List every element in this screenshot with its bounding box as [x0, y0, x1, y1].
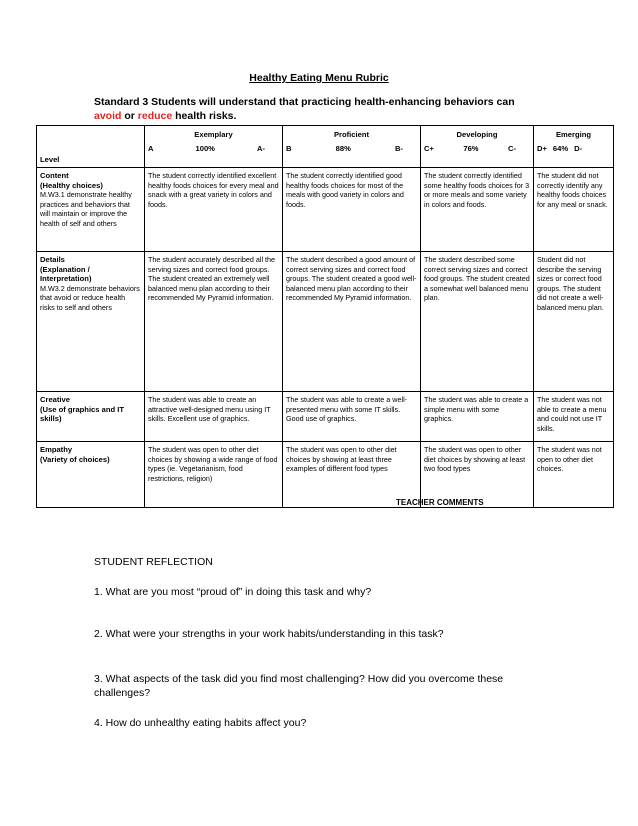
rubric-cell: The student was not open to other diet choices.: [534, 442, 614, 508]
rubric-cell: The student correctly identified some healthy foods choices for 3 or more meals and some variety in colors and foods.: [421, 168, 534, 252]
level-label: Level: [40, 155, 60, 165]
rubric-cell: The student described some correct serving sizes and correct food groups. The student created a somewhat well balanced menu plan.: [421, 252, 534, 392]
header-emerging: [534, 126, 614, 168]
level-header: [37, 126, 145, 168]
level-name: Exemplary: [194, 130, 233, 139]
reflection-title: STUDENT REFLECTION: [94, 556, 213, 568]
reflection-question: 4. How do unhealthy eating habits affect you?: [94, 717, 307, 729]
standard-tail: health risks.: [172, 109, 237, 122]
grade-high: A: [148, 143, 154, 153]
grade-percent: 100%: [195, 143, 215, 153]
grade-range: [537, 144, 610, 154]
rubric-cell: The student accurately described all the serving sizes and correct food groups. The student created an extremely well balanced menu plan according to their recommended My Pyramid information.: [145, 252, 283, 392]
grade-low: B-: [394, 143, 403, 153]
avoid-word: avoid: [94, 109, 122, 122]
grade-low: C-: [507, 143, 516, 153]
grade-range: [148, 144, 279, 154]
grade-high: D+: [537, 143, 547, 153]
criterion-name: Creative: [40, 395, 70, 404]
criterion-name: Content: [40, 171, 69, 180]
criterion-standard: M.W3.2 demonstrate behaviors that avoid or reduce health risks to self and others: [40, 283, 140, 312]
rubric-cell: The student was able to create an attractive well-designed menu using IT skills. Excellent use of graphics.: [145, 392, 283, 442]
header-proficient: [283, 126, 421, 168]
grade-range: [286, 144, 417, 154]
grade-high: B: [286, 143, 292, 153]
rubric-table: [36, 125, 614, 508]
grade-high: C+: [424, 143, 434, 153]
criterion-cell: [37, 442, 145, 508]
criterion-cell: [37, 168, 145, 252]
level-name: Developing: [456, 130, 498, 139]
level-name: Proficient: [333, 130, 370, 139]
criterion-name: Empathy: [40, 445, 73, 454]
reflection-question: 2. What were your strengths in your work habits/understanding in this task?: [94, 628, 444, 640]
criterion-sub: (Healthy choices): [40, 180, 103, 190]
rubric-cell: Student did not describe the serving sizes or correct food groups. The student did not create a well-balanced menu plan.: [534, 252, 614, 392]
rubric-cell: The student was able to create a simple menu with some graphics.: [421, 392, 534, 442]
table-row: [37, 252, 614, 392]
criterion-standard: M.W3.1 demonstrate healthy practices and behaviors that will maintain or improve the health of self and others: [40, 190, 132, 228]
criterion-name: Details: [40, 255, 65, 264]
page-title: Healthy Eating Menu Rubric: [249, 72, 389, 84]
table-row: [37, 442, 614, 508]
reduce-word: reduce: [137, 109, 173, 122]
criterion-cell: [37, 252, 145, 392]
grade-percent: 64%: [552, 143, 569, 153]
grade-percent: 88%: [335, 143, 351, 153]
reflection-question: 3. What aspects of the task did you find most challenging? How did you overcome these challenges?: [94, 673, 504, 699]
rubric-cell: The student correctly identified good healthy foods choices for most of the meals with good variety in colors and foods.: [283, 168, 421, 252]
criterion-sub: (Variety of choices): [40, 454, 110, 464]
header-exemplary: [145, 126, 283, 168]
table-row: [37, 168, 614, 252]
header-developing: [421, 126, 534, 168]
grade-range: [424, 144, 530, 154]
rubric-cell: The student was open to other diet choices by showing a wide range of food types (ie. Vegetarianism, food restrictions, religion): [145, 442, 283, 508]
criterion-sub: (Explanation / Interpretation): [40, 264, 92, 284]
rubric-cell: The student correctly identified excellent healthy foods choices for every meal and snack with a great variety in colors and foods.: [145, 168, 283, 252]
table-row: [37, 392, 614, 442]
header-row: [37, 126, 614, 168]
standard-line: Standard 3 Students will understand that practicing health-enhancing behaviors can: [94, 96, 515, 108]
or-word: or: [121, 109, 138, 122]
standard-statement: [94, 96, 564, 123]
rubric-cell: The student described a good amount of correct serving sizes and correct food groups. The student created a good well-balanced menu plan according to their recommended My Pyramid information.: [283, 252, 421, 392]
grade-low: A-: [256, 143, 265, 153]
level-name: Emerging: [555, 130, 592, 139]
rubric-cell: The student was open to other diet choices by showing at least three examples of different food types: [283, 442, 421, 508]
rubric-cell: The student was able to create a well-presented menu with some IT skills. Good use of graphics.: [283, 392, 421, 442]
criterion-cell: [37, 392, 145, 442]
rubric-cell: The student was open to other diet choices by showing at least two food types: [421, 442, 534, 508]
teacher-comments-label: TEACHER COMMENTS: [396, 498, 484, 507]
rubric-cell: The student was not able to create a menu and could not use IT skills.: [534, 392, 614, 442]
reflection-question: 1. What are you most “proud of” in doing this task and why?: [94, 586, 372, 598]
rubric-cell: The student did not correctly identify any healthy foods choices for any meal or snack.: [534, 168, 614, 252]
grade-percent: 76%: [463, 143, 479, 153]
grade-low: D-: [574, 143, 583, 153]
criterion-sub: (Use of graphics and IT skills): [40, 404, 124, 424]
